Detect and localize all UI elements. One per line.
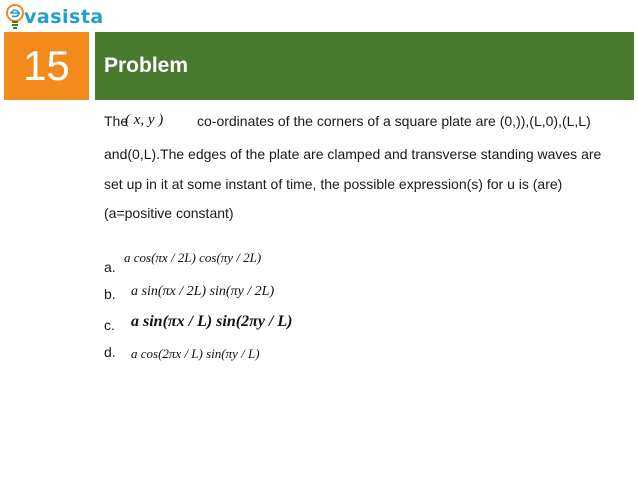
option-c-label: c. xyxy=(104,317,115,333)
logo xyxy=(4,2,104,32)
option-d-expression: a cos(2πx / L) sin(πy / L) xyxy=(131,346,260,361)
problem-line-1-start: The xyxy=(104,113,129,129)
bulb-e-icon xyxy=(4,3,26,31)
xy-math: ( x, y ) xyxy=(125,112,164,128)
title-bar xyxy=(95,32,634,100)
option-b-label: b. xyxy=(104,286,116,302)
slide-number-box xyxy=(4,32,89,100)
logo-text: vasista xyxy=(24,6,104,28)
slide-title: Problem xyxy=(104,54,189,77)
option-a-label: a. xyxy=(104,259,116,275)
option-b-expression: a sin(πx / 2L) sin(πy / 2L) xyxy=(131,284,275,299)
problem-line-1-end: co-ordinates of the corners of a square plate are (0,)),(L,0),(L,L) xyxy=(197,113,591,129)
problem-line-3: set up in it at some instant of time, the possible expression(s) for u is (are) xyxy=(104,176,563,192)
option-a-expression: a cos(πx / 2L) cos(πy / 2L) xyxy=(124,250,262,265)
problem-line-2: and(0,L).The edges of the plate are clamped and transverse standing waves are xyxy=(104,146,602,162)
option-d-label: d. xyxy=(104,344,116,360)
problem-line-4: (a=positive constant) xyxy=(104,205,234,221)
slide-number: 15 xyxy=(23,42,70,89)
option-c-expression: a sin(πx / L) sin(2πy / L) xyxy=(131,313,293,330)
